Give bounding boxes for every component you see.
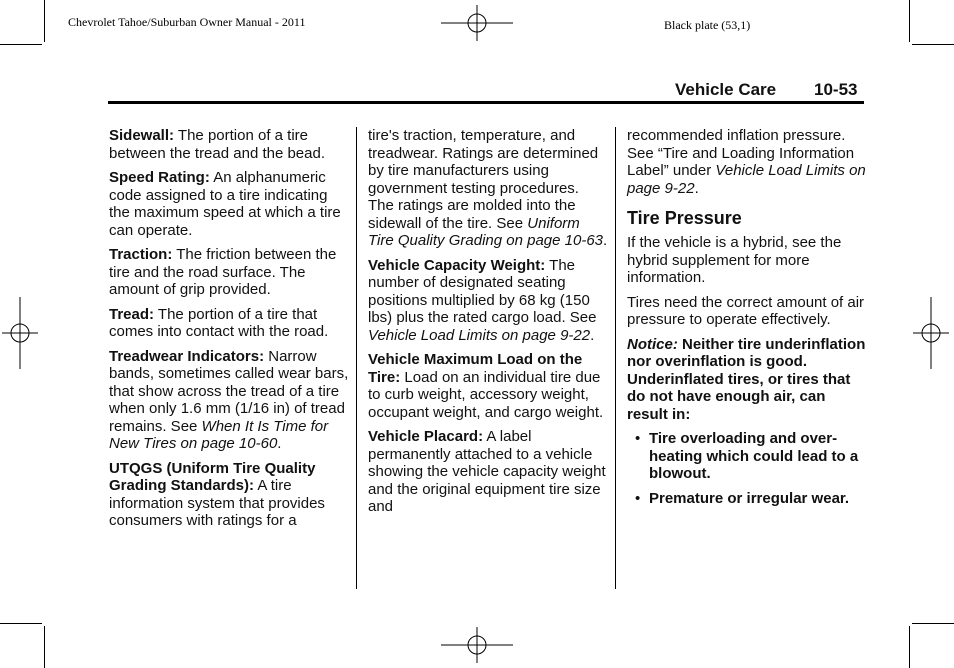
print-mark-manual-title: Chevrolet Tahoe/Suburban Owner Manual - 2011: [68, 15, 306, 29]
crop-mark-tr-h: [912, 44, 954, 45]
column-3: [627, 127, 867, 514]
crop-mark-br-h: [912, 623, 954, 624]
section-heading-tire-pressure: Tire Pressure: [627, 208, 742, 228]
registration-mark-top: [441, 5, 513, 41]
definition-tread: Tread: The portion of a tire that comes into contact with the road.: [109, 305, 329, 340]
term-speed-rating: Speed Rating: [109, 169, 205, 186]
registration-mark-bottom: [441, 627, 513, 663]
crop-mark-tr-v: [909, 0, 910, 42]
paragraph-utqgs-continued: tire's traction, temperature, and treadwear. Ratings are determined by tire manufacturers using government testing procedures. The ratings are molded into the sidewall of the tire. See Uniform Tire Quality Grading on page 10-63.: [368, 127, 608, 249]
definition-treadwear-indicators: Treadwear Indicators: Narrow bands, sometimes called wear bars, that show across the tread of a tire when only 1.6 mm (1/16 in) of tread remains. See When It Is Time for New Tires on page 10-60.: [109, 347, 349, 452]
term-vehicle-placard: Vehicle Placard: [368, 428, 479, 445]
registration-mark-right: [913, 297, 949, 369]
column-divider-1: [356, 127, 357, 589]
registration-mark-left: [2, 297, 38, 369]
cross-reference[interactable]: Vehicle Load Limits on page 9-22: [368, 326, 591, 344]
page-number: 10-53: [814, 80, 858, 99]
term-treadwear-indicators: Treadwear Indicators: [109, 347, 260, 365]
cross-reference[interactable]: Uniform Tire Quality Grading on page 10-63: [368, 214, 604, 249]
definition-sidewall: Sidewall: The portion of a tire between the tread and the bead.: [109, 127, 326, 162]
print-mark-plate: Black plate (53,1): [664, 18, 751, 32]
definition-vehicle-capacity-weight: Vehicle Capacity Weight: The number of designated seating positions multiplied by 68 kg (150 lbs) plus the rated cargo load. See Vehicle Load Limits on page 9-22.: [368, 256, 597, 344]
bullet-icon: •: [635, 430, 641, 447]
column-1: [109, 127, 349, 537]
definition-vehicle-placard: Vehicle Placard: A label permanently attached to a vehicle showing the vehicle capacity weight and the original equipment tire size and: [368, 428, 606, 515]
cross-reference[interactable]: Vehicle Load Limits on page 9-22: [627, 162, 866, 197]
crop-mark-bl-v: [44, 626, 45, 668]
cross-reference[interactable]: When It Is Time for New Tires on page 10-60: [109, 417, 329, 452]
notice: Notice: Neither tire underinflation nor overinflation is good. Underinflated tires, or tires that do not have enough air, can result in:: [627, 335, 866, 423]
bullet-item: • Premature or irregular wear.: [635, 489, 850, 507]
crop-mark-bl-h: [0, 623, 42, 624]
definition-speed-rating: Speed Rating: An alphanumeric code assigned to a tire indicating the maximum speed at which a tire can operate.: [109, 169, 341, 239]
crop-mark-tl-h: [0, 44, 42, 45]
header-rule: [108, 101, 864, 104]
definition-vehicle-maximum-load: Vehicle Maximum Load on the Tire: Load on an individual tire due to curb weight, accessory weight, occupant weight, and cargo weight.: [368, 351, 604, 421]
paragraph-air-pressure: Tires need the correct amount of air pressure to operate effectively.: [627, 293, 865, 328]
term-utqgs: UTQGS (Uniform Tire Quality Grading Standards):: [109, 459, 316, 494]
term-traction: Traction: [109, 246, 168, 263]
crop-mark-tl-v: [44, 0, 45, 42]
paragraph-hybrid: If the vehicle is a hybrid, see the hybrid supplement for more information.: [627, 234, 842, 286]
term-sidewall: Sidewall: [109, 127, 170, 144]
bullet-icon: •: [635, 489, 641, 507]
crop-mark-br-v: [909, 626, 910, 668]
paragraph-placard-continued: recommended inflation pressure. See “Tire and Loading Information Label” under Vehicle Load Limits on page 9-22.: [627, 127, 866, 197]
bullet-item: • Tire overloading and over-heating which could lead to a blowout.: [635, 430, 859, 482]
definition-utqgs: UTQGS (Uniform Tire Quality Grading Standards): A tire information system that provides consumers with ratings for a: [109, 459, 325, 529]
term-vehicle-capacity-weight: Vehicle Capacity Weight: [368, 256, 541, 274]
definition-traction: Traction: The friction between the tire and the road surface. The amount of grip provided.: [109, 246, 337, 298]
column-divider-2: [615, 127, 616, 589]
section-header-title: Vehicle Care: [675, 80, 777, 99]
notice-label: Notice:: [627, 335, 678, 353]
term-vehicle-maximum-load: Vehicle Maximum Load on the Tire: [368, 351, 583, 386]
column-2: [368, 127, 608, 523]
term-tread: Tread: [109, 305, 150, 323]
